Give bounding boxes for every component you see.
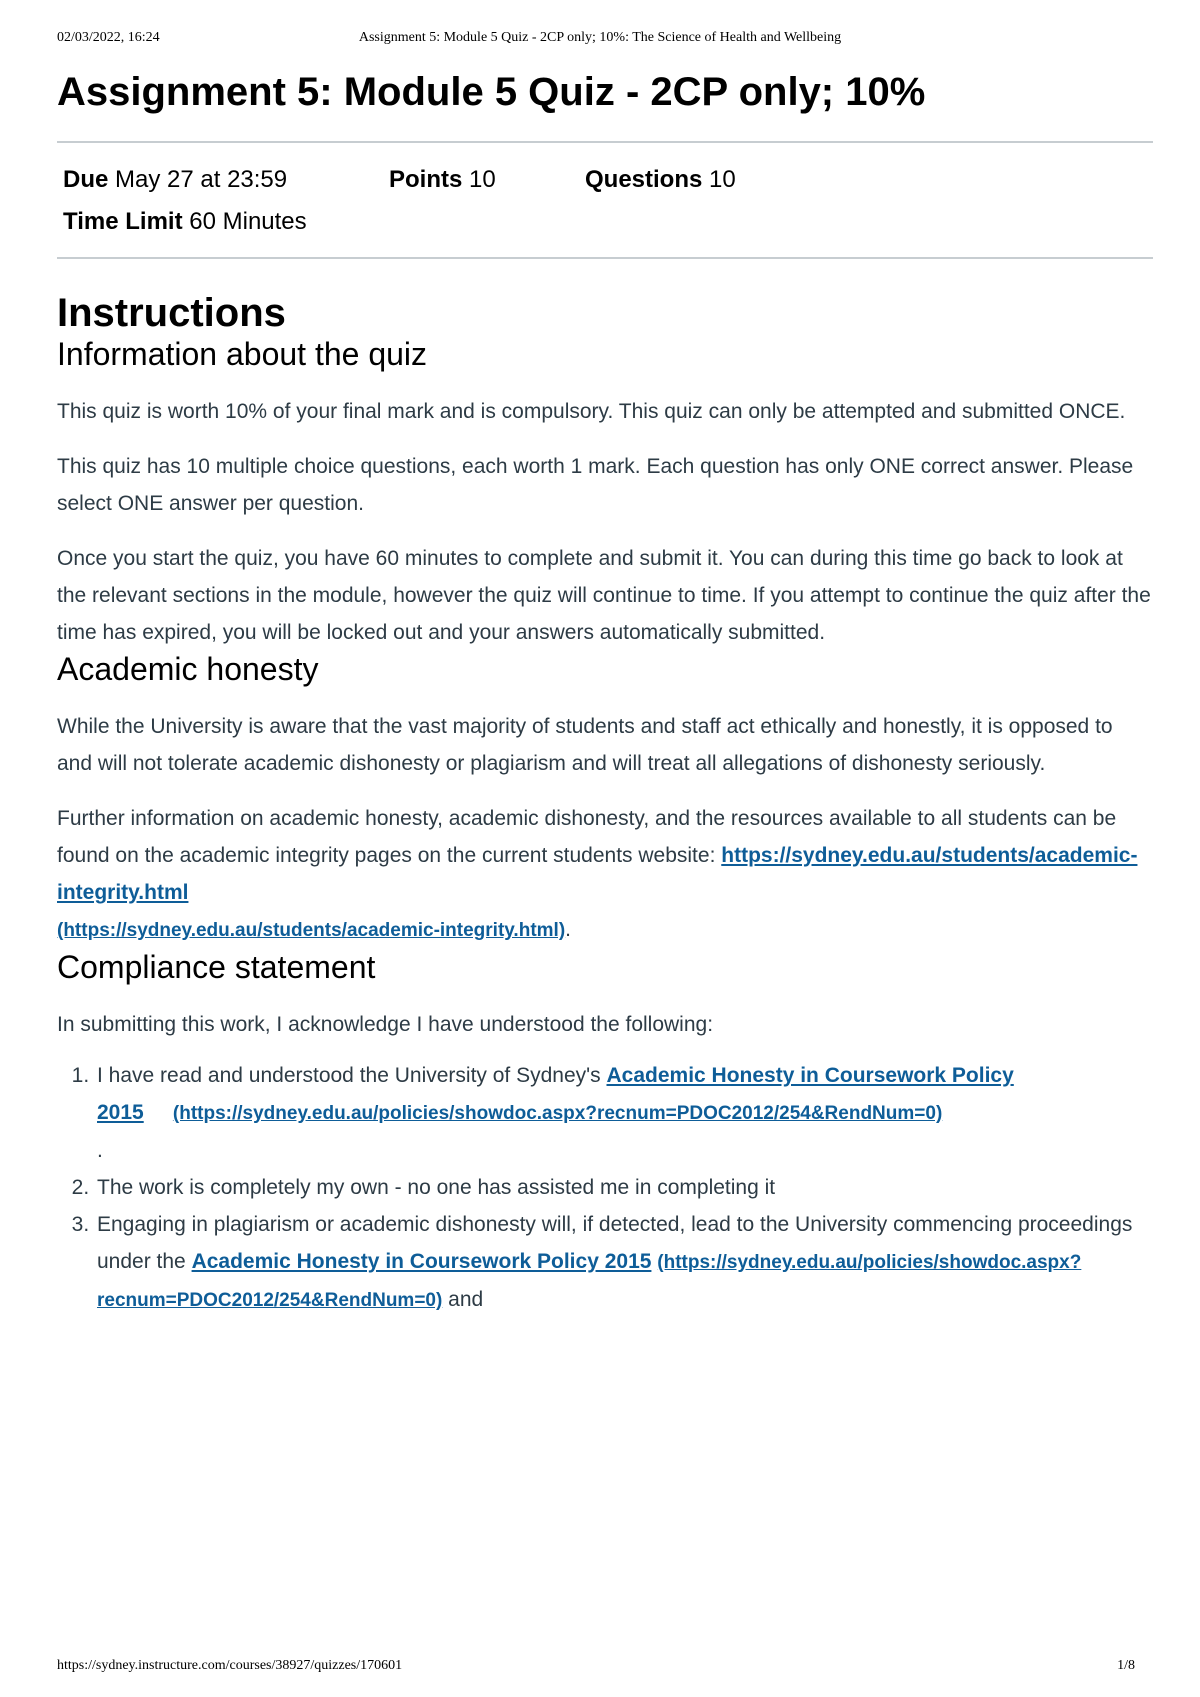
policy-link[interactable]: Academic Honesty in Coursework Policy 2015 bbox=[97, 1064, 1014, 1124]
quiz-meta bbox=[57, 143, 1153, 259]
points-value: 10 bbox=[469, 166, 496, 193]
print-footer bbox=[57, 1658, 1143, 1680]
info-paragraph-2: This quiz has 10 multiple choice questions, each worth 1 mark. Each question has only ONE correct answer. Please select ONE answer per question. bbox=[57, 455, 1134, 515]
time-limit-label: Time Limit bbox=[63, 208, 183, 235]
points-label: Points bbox=[389, 166, 463, 193]
questions-label: Questions bbox=[585, 166, 703, 193]
questions-value: 10 bbox=[709, 166, 736, 193]
info-heading: Information about the quiz bbox=[57, 336, 428, 372]
academic-integrity-link-url[interactable]: (https://sydney.edu.au/students/academic-integrity.html) bbox=[57, 920, 566, 941]
points bbox=[389, 166, 585, 194]
print-url: https://sydney.instructure.com/courses/38927/quizzes/170601 bbox=[57, 1658, 403, 1673]
honesty-paragraph-2-text: Further information on academic honesty, academic dishonesty, and the resources available to all students can be found on the academic integrity pages on the current students website: bbox=[57, 807, 1117, 867]
compliance-item-2: The work is completely my own - no one has assisted me in completing it bbox=[97, 1176, 776, 1199]
compliance-item-1-end: . bbox=[97, 1139, 103, 1162]
print-page-number: 1/8 bbox=[1117, 1658, 1135, 1673]
academic-integrity-link[interactable]: https://sydney.edu.au/students/academic-integrity.html bbox=[57, 844, 1138, 904]
list-item bbox=[95, 1206, 1153, 1319]
info-paragraph-1: This quiz is worth 10% of your final mark and is compulsory. This quiz can only be attempted and submitted ONCE. bbox=[57, 400, 1126, 423]
page-title: Assignment 5: Module 5 Quiz - 2CP only; 10% bbox=[57, 62, 1153, 143]
list-item bbox=[95, 1169, 1153, 1206]
compliance-item-3-end: and bbox=[442, 1288, 484, 1311]
honesty-heading: Academic honesty bbox=[57, 651, 319, 687]
honesty-paragraph-1: While the University is aware that the vast majority of students and staff act ethically and honestly, it is opposed to and will not tolerate academic dishonesty or plagiarism and will treat all allegations of dishonesty seriously. bbox=[57, 715, 1113, 775]
print-datetime: 02/03/2022, 16:24 bbox=[57, 30, 160, 45]
honesty-paragraph-2 bbox=[57, 800, 1153, 949]
quiz-content bbox=[57, 62, 1153, 1319]
instructions-heading: Instructions bbox=[57, 291, 286, 335]
honesty-paragraph-2-end: . bbox=[565, 918, 571, 941]
due-value: May 27 at 23:59 bbox=[115, 166, 288, 193]
compliance-intro: In submitting this work, I acknowledge I have understood the following: bbox=[57, 1013, 714, 1036]
print-header bbox=[57, 30, 1143, 52]
list-item bbox=[95, 1057, 1153, 1169]
policy-link-url[interactable]: (https://sydney.edu.au/policies/showdoc.aspx?recnum=PDOC2012/254&RendNum=0) bbox=[172, 1103, 943, 1124]
time-limit-value: 60 Minutes bbox=[189, 208, 307, 235]
policy-link-2-url[interactable]: (https://sydney.edu.au/policies/showdoc.aspx?recnum=PDOC2012/254&RendNum=0) bbox=[97, 1252, 1082, 1311]
time-limit bbox=[63, 208, 307, 236]
compliance-item-3-text: Engaging in plagiarism or academic dishonesty will, if detected, lead to the University commencing proceedings under the bbox=[97, 1213, 1133, 1273]
due-date bbox=[63, 166, 389, 194]
questions-count bbox=[585, 166, 736, 194]
info-paragraph-3: Once you start the quiz, you have 60 minutes to complete and submit it. You can during this time go back to look at the relevant sections in the module, however the quiz will continue to time. If you attempt to continue the quiz after the time has expired, you will be locked out and your answers automatically submitted. bbox=[57, 547, 1151, 644]
due-label: Due bbox=[63, 166, 109, 193]
compliance-heading: Compliance statement bbox=[57, 949, 376, 985]
policy-link-2[interactable]: Academic Honesty in Coursework Policy 2015 bbox=[191, 1250, 652, 1273]
compliance-item-1-text: I have read and understood the University of Sydney's bbox=[97, 1064, 607, 1087]
print-page-title: Assignment 5: Module 5 Quiz - 2CP only; 10%: The Science of Health and Wellbeing bbox=[358, 30, 842, 45]
compliance-list bbox=[57, 1057, 1153, 1319]
